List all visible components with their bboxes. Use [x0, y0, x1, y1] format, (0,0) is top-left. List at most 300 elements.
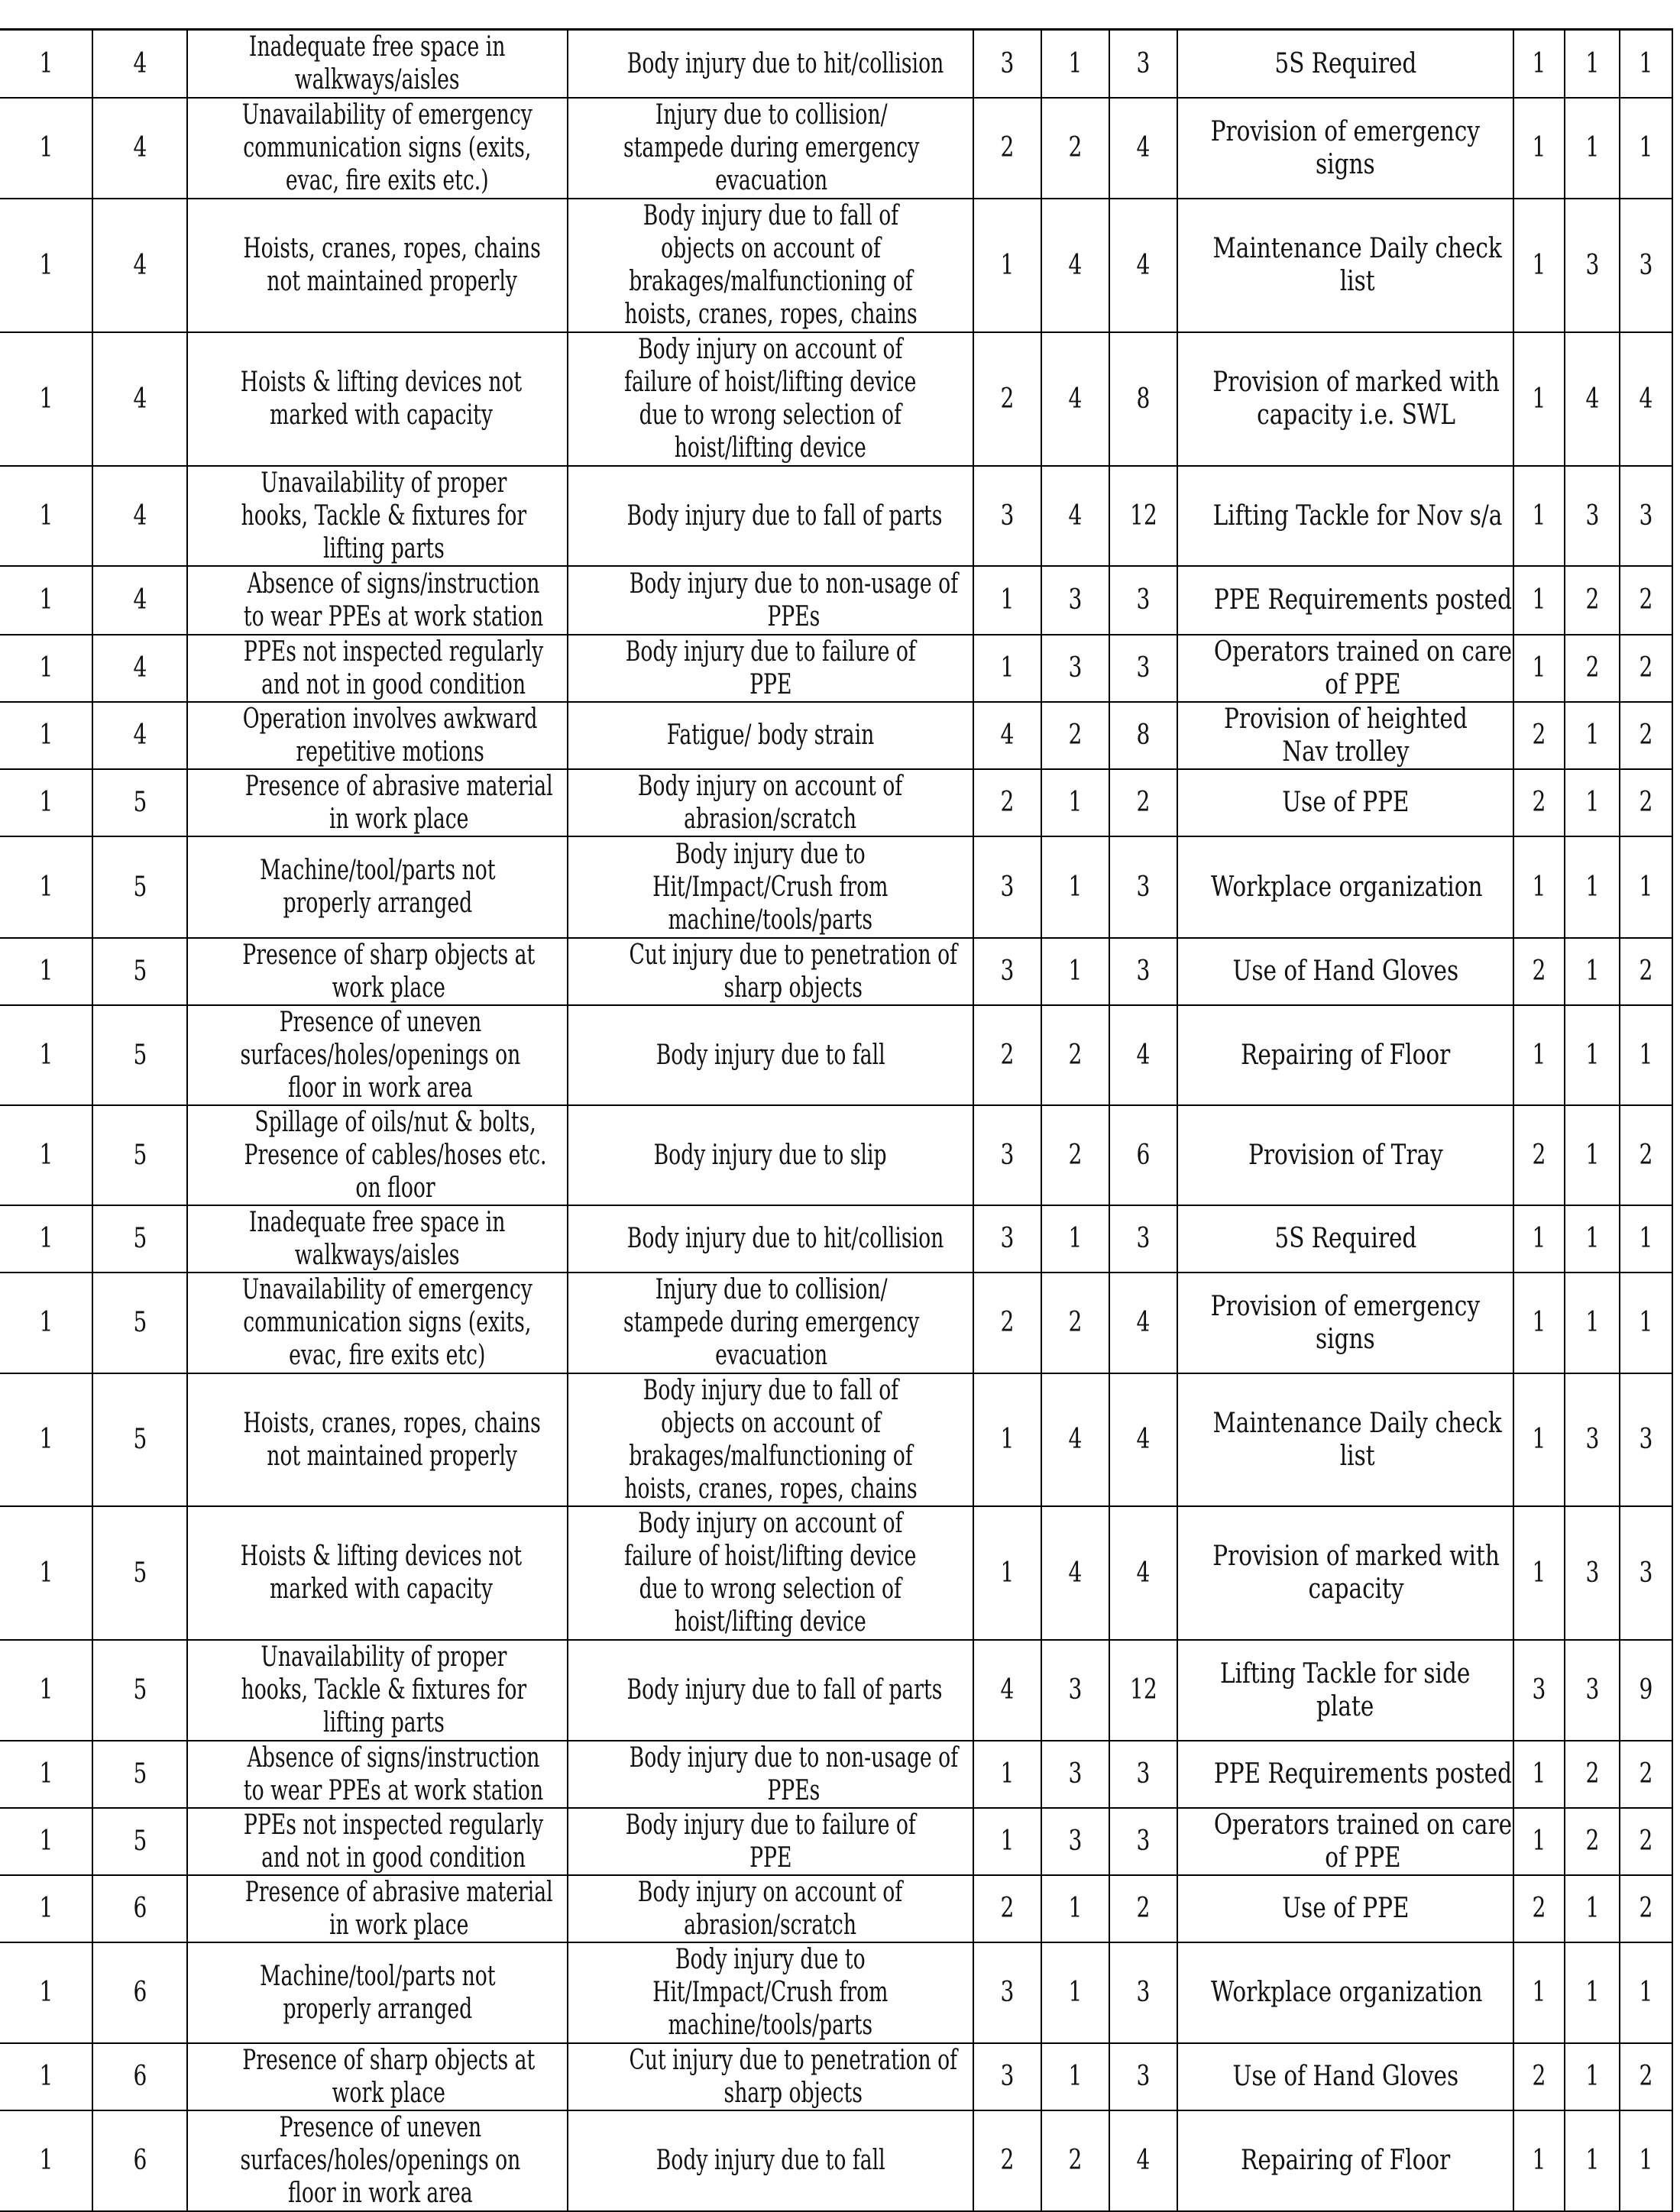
hazard-text	[260, 1960, 495, 2026]
table-row	[0, 332, 1672, 466]
table-row	[0, 1942, 1672, 2043]
risk-score-value: 6	[1136, 1139, 1151, 1171]
control-measure-cell	[1177, 1808, 1513, 1875]
activity-number-cell	[92, 635, 187, 702]
residual-probability-cell	[1565, 199, 1620, 332]
residual-severity-cell	[1513, 635, 1565, 702]
residual-risk-score-cell	[1620, 1273, 1672, 1373]
hazard-text	[243, 703, 538, 768]
risk-score-value: 12	[1129, 500, 1157, 532]
probability-value: 2	[1068, 132, 1083, 163]
text-line: Body injury due to fall	[655, 2145, 885, 2176]
table-row	[0, 938, 1672, 1005]
text-line: brakages/malfunctioning of	[628, 266, 913, 297]
activity-number-value: 5	[133, 1039, 147, 1071]
unit-number-value: 1	[39, 132, 53, 163]
residual-severity-cell	[1513, 1942, 1565, 2043]
text-line: hoist/lifting device	[675, 432, 866, 464]
residual-risk-score-value: 2	[1639, 2061, 1653, 2092]
text-line: stampede during emergency	[623, 132, 920, 163]
control-measure-text	[1282, 786, 1409, 819]
hazard-cell	[187, 702, 568, 769]
text-line: to wear PPEs at work station	[243, 600, 544, 632]
residual-risk-score-value: 1	[1639, 1223, 1653, 1254]
residual-risk-score-value: 1	[1639, 47, 1653, 79]
text-line: brakages/malfunctioning of	[628, 1440, 913, 1472]
hazard-text	[241, 366, 522, 432]
table-row	[0, 702, 1672, 769]
severity-cell	[973, 30, 1041, 98]
hazard-cell	[187, 1005, 568, 1105]
risk-text	[638, 770, 902, 836]
risk-text	[624, 199, 917, 331]
control-measure-cell	[1177, 702, 1513, 769]
residual-severity-value: 1	[1532, 1557, 1546, 1589]
residual-severity-value: 3	[1532, 1674, 1546, 1706]
text-line: Fatigue/ body strain	[666, 720, 875, 751]
residual-risk-score-value: 3	[1639, 500, 1653, 532]
residual-probability-cell	[1565, 332, 1620, 466]
control-measure-cell	[1177, 2110, 1513, 2211]
activity-number-value: 4	[133, 500, 147, 532]
control-measure-cell	[1177, 98, 1513, 199]
unit-number-cell	[0, 1506, 92, 1640]
control-measure-text	[1211, 1290, 1480, 1356]
text-line: walkways/aisles	[295, 1239, 460, 1271]
text-line: Machine/tool/parts not	[259, 1960, 496, 1992]
residual-risk-score-cell	[1620, 199, 1672, 332]
residual-risk-score-value: 3	[1639, 1424, 1653, 1455]
severity-value: 2	[1000, 383, 1015, 415]
residual-probability-cell	[1565, 702, 1620, 769]
probability-value: 1	[1068, 1893, 1083, 1924]
residual-risk-score-cell	[1620, 836, 1672, 938]
residual-severity-value: 1	[1532, 871, 1546, 903]
probability-cell	[1041, 1640, 1109, 1741]
residual-probability-cell	[1565, 1506, 1620, 1640]
text-line: capacity	[1308, 1573, 1404, 1605]
unit-number-value: 1	[39, 249, 53, 281]
unit-number-value: 1	[39, 1557, 53, 1589]
risk-cell	[568, 635, 973, 702]
control-measure-cell	[1177, 1942, 1513, 2043]
text-line: Hoists & lifting devices not	[240, 367, 523, 398]
risk-score-value: 4	[1136, 1039, 1151, 1071]
activity-number-cell	[92, 1205, 187, 1273]
residual-severity-cell	[1513, 566, 1565, 635]
risk-text	[630, 568, 958, 633]
text-line: Body injury due to slip	[654, 1139, 887, 1171]
residual-probability-value: 1	[1585, 1039, 1599, 1071]
unit-number-cell	[0, 702, 92, 769]
residual-severity-cell	[1513, 1005, 1565, 1105]
residual-risk-score-cell	[1620, 938, 1672, 1005]
probability-value: 2	[1068, 1307, 1083, 1338]
text-line: Body injury due to non-usage of	[629, 1741, 959, 1774]
severity-cell	[973, 836, 1041, 938]
risk-score-cell	[1109, 1273, 1177, 1373]
activity-number-value: 4	[133, 584, 147, 616]
residual-probability-cell	[1565, 635, 1620, 702]
activity-number-cell	[92, 1640, 187, 1741]
control-measure-cell	[1177, 2043, 1513, 2110]
residual-severity-value: 2	[1532, 787, 1546, 818]
risk-text	[656, 2144, 885, 2177]
risk-text	[623, 1273, 919, 1372]
hazard-cell	[187, 1942, 568, 2043]
probability-cell	[1041, 635, 1109, 702]
risk-score-value: 2	[1136, 1893, 1151, 1924]
residual-risk-score-cell	[1620, 566, 1672, 635]
table-row	[0, 769, 1672, 836]
activity-number-value: 4	[133, 249, 147, 281]
activity-number-cell	[92, 1741, 187, 1808]
risk-text	[638, 1876, 902, 1942]
unit-number-cell	[0, 1808, 92, 1875]
activity-number-cell	[92, 1273, 187, 1373]
control-measure-cell	[1177, 1373, 1513, 1506]
text-line: Nav trolley	[1281, 736, 1410, 768]
risk-score-value: 3	[1136, 47, 1151, 79]
residual-risk-score-value: 3	[1639, 1557, 1653, 1589]
residual-probability-cell	[1565, 1273, 1620, 1373]
text-line: list	[1339, 266, 1375, 297]
text-line: hoist/lifting device	[675, 1606, 866, 1638]
severity-cell	[973, 635, 1041, 702]
severity-value: 3	[1000, 1977, 1015, 2008]
severity-value: 2	[1000, 1307, 1015, 1338]
activity-number-value: 5	[133, 787, 147, 818]
activity-number-cell	[92, 332, 187, 466]
unit-number-value: 1	[39, 1223, 53, 1254]
residual-probability-cell	[1565, 1005, 1620, 1105]
unit-number-value: 1	[39, 47, 53, 79]
residual-severity-value: 1	[1532, 1424, 1546, 1455]
control-measure-cell	[1177, 938, 1513, 1005]
residual-probability-value: 2	[1585, 584, 1599, 616]
activity-number-value: 5	[133, 1758, 147, 1790]
residual-risk-score-cell	[1620, 2043, 1672, 2110]
hazard-text	[243, 1407, 540, 1473]
text-line: marked with capacity	[269, 399, 493, 431]
residual-probability-value: 1	[1585, 871, 1599, 903]
unit-number-cell	[0, 1640, 92, 1741]
table-row	[0, 2110, 1672, 2211]
table-row	[0, 1808, 1672, 1875]
risk-cell	[568, 1942, 973, 2043]
unit-number-value: 1	[39, 1424, 53, 1455]
risk-text	[654, 1139, 887, 1172]
severity-value: 3	[1000, 1223, 1015, 1254]
activity-number-cell	[92, 466, 187, 566]
severity-cell	[973, 1273, 1041, 1373]
text-line: Cut injury due to penetration of	[629, 939, 958, 971]
unit-number-cell	[0, 938, 92, 1005]
risk-score-value: 3	[1136, 652, 1151, 684]
text-line: evacuation	[715, 1340, 828, 1371]
risk-score-cell	[1109, 1808, 1177, 1875]
probability-cell	[1041, 566, 1109, 635]
table-row	[0, 566, 1672, 635]
text-line: capacity i.e. SWL	[1257, 399, 1455, 431]
residual-severity-cell	[1513, 332, 1565, 466]
severity-cell	[973, 566, 1041, 635]
text-line: Provision of marked with	[1212, 367, 1500, 398]
activity-number-cell	[92, 836, 187, 938]
residual-probability-cell	[1565, 98, 1620, 199]
text-line: machine/tools/parts	[668, 904, 873, 936]
severity-cell	[973, 1005, 1041, 1105]
severity-cell	[973, 1105, 1041, 1205]
text-line: Presence of uneven	[279, 1006, 482, 1038]
risk-cell	[568, 98, 973, 199]
residual-probability-value: 1	[1585, 1139, 1599, 1171]
hazard-text	[243, 232, 540, 298]
text-line: Provision of emergency	[1210, 1290, 1481, 1322]
residual-probability-cell	[1565, 836, 1620, 938]
risk-cell	[568, 199, 973, 332]
text-line: Maintenance Daily check	[1212, 1407, 1502, 1439]
text-line: floor in work area	[288, 2178, 473, 2209]
risk-cell	[568, 1205, 973, 1273]
risk-text	[624, 1507, 916, 1638]
unit-number-value: 1	[39, 2145, 53, 2176]
control-measure-cell	[1177, 1741, 1513, 1808]
table-row	[0, 635, 1672, 702]
severity-cell	[973, 1506, 1041, 1640]
hazard-text	[260, 854, 495, 920]
hazard-cell	[187, 1105, 568, 1205]
unit-number-cell	[0, 2043, 92, 2110]
risk-score-value: 8	[1136, 720, 1151, 751]
unit-number-cell	[0, 566, 92, 635]
residual-risk-score-cell	[1620, 635, 1672, 702]
unit-number-value: 1	[39, 383, 53, 415]
control-measure-text	[1232, 955, 1458, 988]
risk-score-cell	[1109, 1373, 1177, 1506]
control-measure-text	[1274, 1222, 1416, 1255]
residual-severity-cell	[1513, 1808, 1565, 1875]
hazard-text	[240, 1006, 520, 1104]
table-row	[0, 1005, 1672, 1105]
text-line: Lifting Tackle for Nov s/a	[1212, 500, 1503, 532]
risk-score-value: 3	[1136, 1826, 1151, 1857]
unit-number-value: 1	[39, 1893, 53, 1924]
text-line: Provision of marked with	[1212, 1541, 1500, 1572]
text-line: Workplace organization	[1211, 871, 1483, 903]
residual-severity-cell	[1513, 1875, 1565, 1942]
control-measure-cell	[1177, 836, 1513, 938]
activity-number-cell	[92, 702, 187, 769]
text-line: failure of hoist/lifting device	[624, 1541, 917, 1572]
text-line: Unavailability of emergency	[241, 1274, 532, 1305]
hazard-cell	[187, 836, 568, 938]
text-line: PPE Requirements posted	[1213, 584, 1513, 616]
unit-number-cell	[0, 836, 92, 938]
probability-value: 2	[1068, 720, 1083, 751]
hazard-cell	[187, 1875, 568, 1942]
text-line: on floor	[355, 1172, 435, 1204]
activity-number-value: 5	[133, 1307, 147, 1338]
residual-probability-cell	[1565, 2110, 1620, 2211]
control-measure-cell	[1177, 466, 1513, 566]
residual-probability-value: 1	[1585, 956, 1599, 987]
residual-probability-value: 1	[1585, 1893, 1599, 1924]
text-line: Body injury due to failure of	[625, 1809, 916, 1841]
residual-risk-score-value: 1	[1639, 132, 1653, 163]
residual-severity-cell	[1513, 1205, 1565, 1273]
severity-value: 2	[1000, 1039, 1015, 1071]
risk-score-cell	[1109, 98, 1177, 199]
risk-assessment-sheet	[0, 28, 1673, 2212]
risk-score-cell	[1109, 2110, 1177, 2211]
text-line: work place	[332, 2077, 445, 2109]
text-line: communication signs (exits,	[243, 132, 532, 163]
severity-cell	[973, 1205, 1041, 1273]
hazard-cell	[187, 98, 568, 199]
unit-number-cell	[0, 2110, 92, 2211]
control-measure-cell	[1177, 332, 1513, 466]
text-line: objects on account of	[660, 233, 881, 264]
risk-cell	[568, 2043, 973, 2110]
residual-probability-cell	[1565, 1640, 1620, 1741]
residual-severity-cell	[1513, 1640, 1565, 1741]
residual-probability-cell	[1565, 1105, 1620, 1205]
probability-value: 4	[1068, 1557, 1083, 1589]
text-line: and not in good condition	[261, 1842, 526, 1874]
text-line: Presence of sharp objects at	[242, 2044, 536, 2076]
activity-number-value: 5	[133, 1424, 147, 1455]
risk-score-cell	[1109, 2043, 1177, 2110]
text-line: plate	[1316, 1690, 1374, 1722]
text-line: 5S Required	[1274, 47, 1416, 79]
hazard-cell	[187, 30, 568, 98]
activity-number-cell	[92, 1808, 187, 1875]
probability-cell	[1041, 1105, 1109, 1205]
text-line: Presence of uneven	[279, 2112, 482, 2143]
residual-risk-score-cell	[1620, 1875, 1672, 1942]
probability-cell	[1041, 769, 1109, 836]
risk-text	[624, 1374, 917, 1505]
residual-risk-score-value: 2	[1639, 1139, 1653, 1171]
text-line: communication signs (exits,	[243, 1307, 532, 1338]
control-measure-text	[1214, 1809, 1512, 1874]
risk-score-cell	[1109, 1005, 1177, 1105]
text-line: Use of Hand Gloves	[1232, 2061, 1458, 2092]
residual-risk-score-cell	[1620, 1741, 1672, 1808]
residual-risk-score-value: 9	[1639, 1674, 1653, 1706]
hazard-text	[242, 99, 532, 197]
activity-number-cell	[92, 2043, 187, 2110]
risk-score-value: 4	[1136, 249, 1151, 281]
text-line: in work place	[329, 803, 469, 835]
residual-severity-cell	[1513, 466, 1565, 566]
severity-value: 4	[1000, 1674, 1015, 1706]
activity-number-value: 5	[133, 1139, 147, 1171]
residual-probability-cell	[1565, 938, 1620, 1005]
text-line: Body injury on account of	[638, 1508, 903, 1539]
activity-number-cell	[92, 938, 187, 1005]
residual-severity-cell	[1513, 2043, 1565, 2110]
residual-severity-value: 1	[1532, 1758, 1546, 1790]
severity-value: 3	[1000, 2061, 1015, 2092]
text-line: Body injury due to failure of	[625, 635, 916, 668]
control-measure-text	[1214, 635, 1512, 701]
probability-value: 4	[1068, 249, 1083, 281]
residual-risk-score-value: 2	[1639, 787, 1653, 818]
residual-risk-score-cell	[1620, 1640, 1672, 1741]
probability-cell	[1041, 1273, 1109, 1373]
unit-number-value: 1	[39, 956, 53, 987]
text-line: Operation involves awkward	[242, 703, 538, 735]
control-measure-cell	[1177, 199, 1513, 332]
control-measure-text	[1211, 1976, 1483, 2009]
probability-cell	[1041, 702, 1109, 769]
text-line: Body injury on account of	[638, 334, 903, 365]
risk-cell	[568, 1373, 973, 1506]
severity-cell	[973, 98, 1041, 199]
table-row	[0, 199, 1672, 332]
residual-severity-cell	[1513, 2110, 1565, 2211]
text-line: abrasion/scratch	[684, 803, 857, 835]
control-measure-text	[1212, 366, 1500, 432]
severity-value: 2	[1000, 2145, 1015, 2176]
hazard-cell	[187, 1506, 568, 1640]
residual-probability-cell	[1565, 30, 1620, 98]
unit-number-value: 1	[39, 584, 53, 616]
activity-number-value: 5	[133, 1826, 147, 1857]
residual-severity-value: 1	[1532, 249, 1546, 281]
control-measure-text	[1214, 1758, 1512, 1790]
risk-score-value: 3	[1136, 1223, 1151, 1254]
probability-value: 3	[1068, 652, 1083, 684]
hazard-text	[249, 1206, 505, 1272]
unit-number-value: 1	[39, 2061, 53, 2092]
risk-cell	[568, 466, 973, 566]
table-row	[0, 1506, 1672, 1640]
risk-text	[656, 1039, 885, 1072]
unit-number-value: 1	[39, 1307, 53, 1338]
text-line: lifting parts	[322, 532, 445, 564]
text-line: Absence of signs/instruction	[247, 1741, 540, 1774]
residual-probability-value: 2	[1585, 1826, 1599, 1857]
residual-risk-score-value: 1	[1639, 2145, 1653, 2176]
text-line: stampede during emergency	[623, 1307, 920, 1338]
probability-cell	[1041, 1875, 1109, 1942]
risk-cell	[568, 1506, 973, 1640]
hazard-cell	[187, 1273, 568, 1373]
residual-severity-cell	[1513, 1506, 1565, 1640]
hazard-text	[241, 467, 527, 565]
control-measure-text	[1232, 2060, 1458, 2093]
text-line: hoists, cranes, ropes, chains	[623, 299, 918, 330]
residual-risk-score-value: 2	[1639, 1893, 1653, 1924]
table-row	[0, 1373, 1672, 1506]
text-line: Provision of heighted	[1223, 703, 1468, 735]
text-line: Use of PPE	[1281, 787, 1410, 818]
text-line: Body injury due to	[675, 838, 866, 870]
risk-score-value: 3	[1136, 956, 1151, 987]
risk-score-value: 2	[1136, 787, 1151, 818]
hazard-text	[241, 1540, 522, 1606]
hazard-text	[241, 1641, 527, 1739]
text-line: Presence of abrasive material	[244, 770, 553, 802]
severity-cell	[973, 2043, 1041, 2110]
risk-cell	[568, 1005, 973, 1105]
activity-number-value: 6	[133, 2145, 147, 2176]
residual-probability-cell	[1565, 566, 1620, 635]
text-line: sharp objects	[723, 2077, 863, 2109]
